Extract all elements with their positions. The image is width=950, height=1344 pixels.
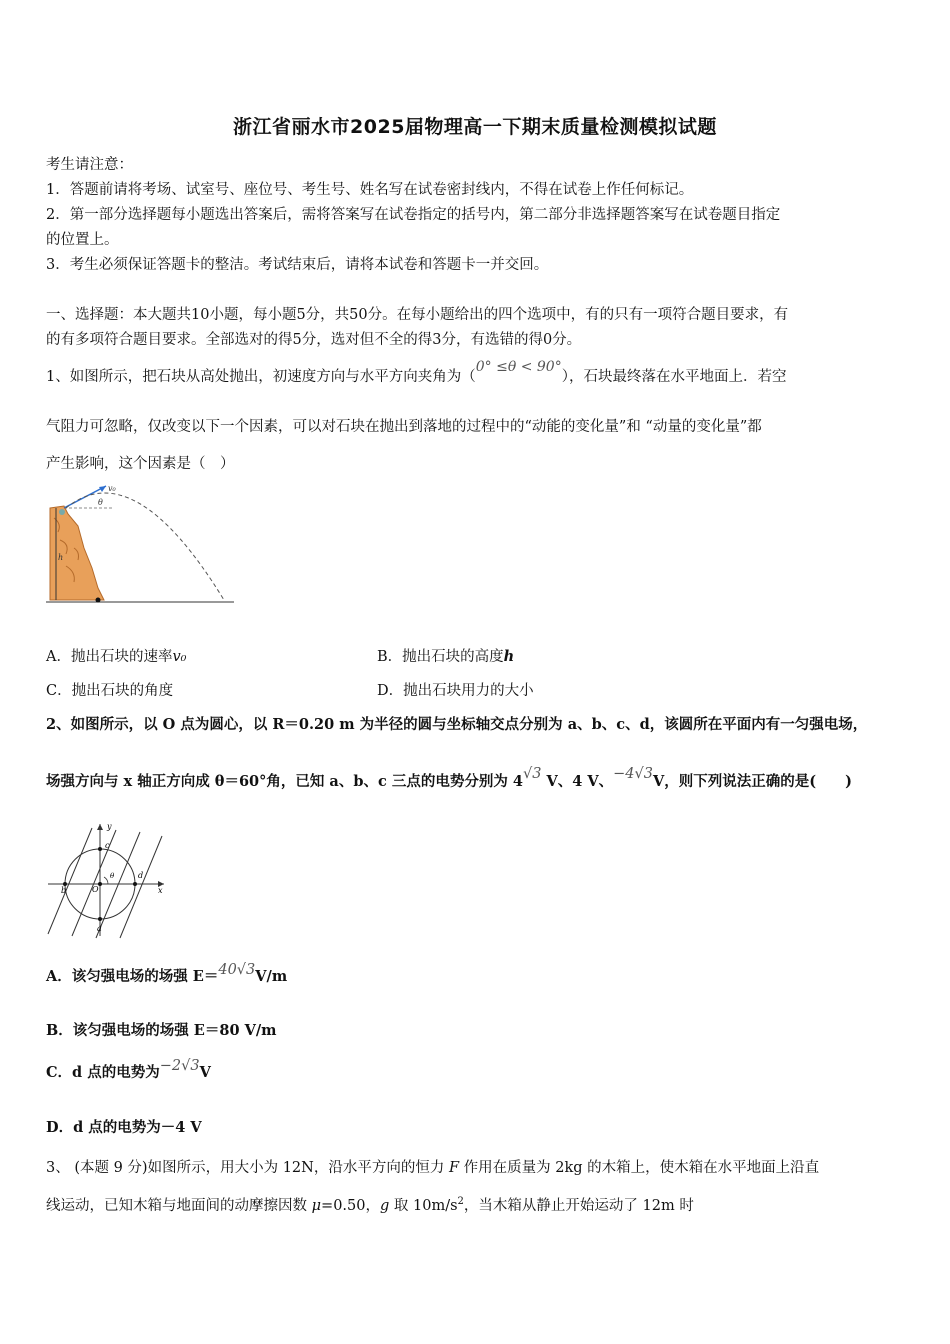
q3-text-f: ，当木箱从静止开始运动了 12m 时 — [463, 1198, 694, 1214]
q2-option-c-label: C．d 点的电势为 — [46, 1064, 160, 1081]
page-title: 浙江省丽水市2025届物理高一下期末质量检测模拟试题 — [233, 116, 717, 138]
q2-field-line-4 — [120, 836, 162, 938]
q3-text-b: 作用在质量为 2kg 的木箱上，使木箱在水平地面上沿直 — [459, 1160, 820, 1176]
notice-item-2-cont: 的位置上。 — [46, 232, 119, 248]
q2-option-a[interactable] — [46, 962, 288, 986]
q2-math-1: √3 — [522, 766, 542, 782]
q2-fig-y: y — [107, 822, 112, 831]
q1-stem-line1 — [46, 359, 787, 386]
q1-option-a-label: A．抛出石块的速率 — [46, 649, 173, 665]
q2-option-c-math: −2√3 — [159, 1058, 200, 1074]
q3-var-f: F — [448, 1160, 460, 1176]
q3-text-c: 线运动，已知木箱与地面间的动摩擦因数 — [46, 1198, 312, 1214]
q3-text-a: 3、 (本题 9 分)如图所示，用大小为 12N，沿水平方向的恒力 — [46, 1160, 449, 1176]
q2-fig-b: b — [61, 886, 67, 895]
q2-text-a: 场强方向与 x 轴正方向成 θ＝60°角，已知 a、b、c 三点的电势分别为 4 — [46, 773, 523, 790]
q1-option-b-var: h — [503, 648, 515, 665]
section1-line1: 一、选择题：本大题共10小题，每小题5分，共50分。在每小题给出的四个选项中，有的只有一项符合题目要求，有 — [46, 307, 789, 323]
notice-heading: 考生请注意： — [46, 157, 133, 173]
q1-fig-h: h — [58, 553, 64, 562]
q1-option-d[interactable]: D．抛出石块用力的大小 — [377, 683, 534, 699]
q1-stem-line2: 气阻力可忽略，仅改变以下一个因素，可以对石块在抛出到落地的过程中的“动能的变化量”和 “动量的变化量”都 — [46, 419, 762, 435]
q2-math-2: −4√3 — [613, 766, 653, 782]
q3-text-e: 取 10m/s — [389, 1198, 458, 1214]
q2-fig-c: c — [105, 841, 110, 850]
q3-sup: 2 — [457, 1196, 464, 1208]
q2-option-d[interactable]: D．d 点的电势为－4 V — [46, 1119, 202, 1136]
q2-stem-line2 — [46, 766, 852, 791]
q1-cliff-figure — [44, 478, 239, 608]
q1-stem-line3: 产生影响，这个因素是（ ） — [46, 456, 235, 472]
q3-text-d: =0.50， — [321, 1198, 380, 1214]
q3-var-g: g — [379, 1198, 390, 1214]
section1-line2: 的有多项符合题目要求。全部选对的得5分，选对但不全的得3分，有选错的得0分。 — [46, 332, 582, 348]
q2-option-a-unit: V/m — [255, 968, 288, 985]
q3-stem-line2 — [46, 1194, 694, 1215]
q3-stem-line1 — [46, 1156, 819, 1177]
q2-option-c[interactable] — [46, 1058, 211, 1082]
q1-stone — [59, 509, 65, 515]
q1-text-a: 1、如图所示，把石块从高处抛出，初速度方向与水平方向夹角为（ — [46, 369, 476, 385]
q2-stem-line1: 2、如图所示，以 O 点为圆心，以 R＝0.20 m 为半径的圆与坐标轴交点分别为 a、b、c、d，该圆所在平面内有一匀强电场， — [46, 716, 868, 733]
q2-text-b: V、4 V、 — [541, 773, 614, 790]
q2-option-a-math: 40√3 — [218, 962, 256, 978]
q2-fig-o: O — [92, 885, 99, 894]
q2-option-b[interactable]: B．该匀强电场的场强 E＝80 V/m — [46, 1022, 277, 1039]
notice-item-3: 3．考生必须保证答题卡的整洁。考试结束后，请将本试卷和答题卡一并交回。 — [46, 257, 549, 273]
q3-var-mu: μ — [311, 1198, 322, 1214]
notice-item-1: 1．答题前请将考场、试室号、座位号、考生号、姓名写在试卷密封线内，不得在试卷上作任何标记。 — [46, 182, 694, 198]
q1-option-a[interactable] — [46, 645, 187, 666]
q1-option-b[interactable] — [377, 645, 514, 666]
q1-text-b: ），石块最终落在水平地面上．若空 — [561, 369, 787, 385]
q2-circle-figure — [44, 818, 169, 940]
q2-option-c-unit: V — [199, 1064, 211, 1081]
q2-fig-a: a — [97, 924, 102, 933]
q2-option-a-label: A．该匀强电场的场强 E＝ — [46, 968, 219, 985]
q1-option-a-var: v₀ — [172, 649, 187, 665]
q1-option-b-label: B．抛出石块的高度 — [377, 649, 504, 665]
q2-fig-theta: θ — [110, 872, 115, 880]
notice-item-2: 2．第一部分选择题每小题选出答案后，需将答案写在试卷指定的括号内，第二部分非选择题答案写在试卷题目指定 — [46, 207, 781, 223]
q1-fig-v0: v₀ — [108, 484, 116, 493]
q2-fig-d: d — [138, 871, 144, 880]
q2-fig-x: x — [158, 886, 163, 895]
q1-option-c[interactable]: C．抛出石块的角度 — [46, 683, 174, 699]
q1-fig-theta: θ — [98, 498, 103, 507]
q1-angle-math: 0° ≤θ < 90° — [475, 359, 562, 375]
q2-text-c: V，则下列说法正确的是( ) — [652, 773, 852, 790]
q2-field-line-1 — [48, 828, 92, 934]
